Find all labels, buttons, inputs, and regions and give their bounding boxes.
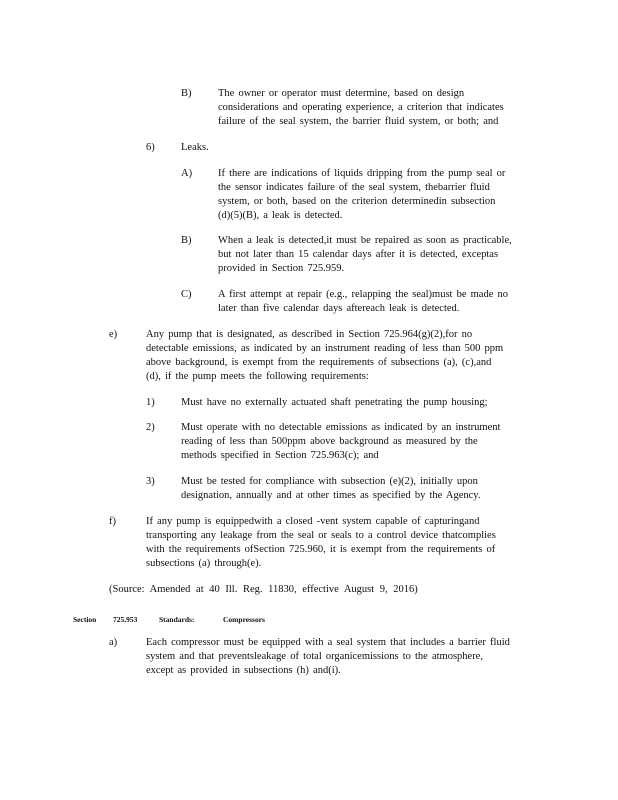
text-line: subsections (a) through(e). bbox=[146, 558, 262, 569]
text-line: If any pump is equippedwith a closed -vent system capable of capturingand bbox=[146, 516, 480, 527]
text-line: (d)(5)(B), a leak is detected. bbox=[218, 210, 343, 221]
item-label: f) bbox=[109, 516, 116, 527]
paragraph-text bbox=[218, 167, 528, 223]
item-label: 6) bbox=[146, 142, 155, 153]
text-line: system and that preventsleakage of total organicemissions to the atmosphere, bbox=[146, 651, 483, 662]
text-line: later than five calendar days aftereach leak is detected. bbox=[218, 303, 460, 314]
text-line: reading of less than 500ppm above background as measured by the bbox=[181, 436, 478, 447]
text-line: methods specified in Section 725.963(c); and bbox=[181, 450, 379, 461]
section-title: Standards: bbox=[159, 615, 195, 624]
text-line: detectable emissions, as indicated by an instrument reading of less than 500 ppm bbox=[146, 343, 504, 354]
paragraph-text bbox=[218, 288, 532, 316]
text-line: the sensor indicates failure of the seal system, thebarrier fluid bbox=[218, 182, 490, 193]
text-line: Must have no externally actuated shaft penetrating the pump housing; bbox=[181, 397, 488, 408]
text-line: except as provided in subsections (h) and(i). bbox=[146, 665, 341, 676]
text-line: (Source: Amended at 40 Ill. Reg. 11830, effective August 9, 2016) bbox=[109, 584, 418, 595]
paragraph-text bbox=[146, 328, 532, 384]
paragraph-text bbox=[181, 141, 261, 155]
item-label: A) bbox=[181, 168, 193, 179]
source-text bbox=[109, 583, 439, 597]
text-line: with the requirements ofSection 725.960, it is exempt from the requirements of bbox=[146, 544, 496, 555]
item-label: 2) bbox=[146, 422, 155, 433]
text-line: system, or both, based on the criterion determinedin subsection bbox=[218, 196, 496, 207]
text-line: When a leak is detected,it must be repaired as soon as practicable, bbox=[218, 235, 512, 246]
section-subject: Compressors bbox=[223, 615, 265, 624]
item-label: C) bbox=[181, 289, 192, 300]
paragraph-text bbox=[218, 234, 528, 276]
paragraph-text bbox=[181, 396, 521, 410]
text-line: Any pump that is designated, as described in Section 725.964(g)(2),for no bbox=[146, 329, 473, 340]
text-line: designation, annually and at other times as specified by the Agency. bbox=[181, 490, 481, 501]
paragraph-text bbox=[218, 87, 528, 129]
text-line: provided in Section 725.959. bbox=[218, 263, 345, 274]
item-label: a) bbox=[109, 637, 118, 648]
text-line: A first attempt at repair (e.g., relapping the seal)must be made no bbox=[218, 289, 508, 300]
section-number: 725.953 bbox=[113, 615, 138, 624]
text-line: Must operate with no detectable emissions as indicated by an instrument bbox=[181, 422, 501, 433]
text-line: Each compressor must be equipped with a seal system that includes a barrier fluid bbox=[146, 637, 510, 648]
paragraph-text bbox=[146, 636, 532, 678]
text-line: The owner or operator must determine, based on design bbox=[218, 88, 465, 99]
paragraph-text bbox=[181, 421, 527, 463]
item-label: 3) bbox=[146, 476, 155, 487]
text-line: above background, is exempt from the requirements of subsections (a), (c),and bbox=[146, 357, 492, 368]
text-line: Must be tested for compliance with subsection (e)(2), initially upon bbox=[181, 476, 478, 487]
paragraph-text bbox=[146, 515, 532, 571]
text-line: If there are indications of liquids dripping from the pump seal or bbox=[218, 168, 506, 179]
section-word: Section bbox=[73, 615, 97, 624]
item-label: B) bbox=[181, 235, 192, 246]
text-line: transporting any leakage from the seal or seals to a control device thatcomplies bbox=[146, 530, 496, 541]
text-line: but not later than 15 calendar days after it is detected, exceptas bbox=[218, 249, 499, 260]
text-line: considerations and operating experience, a criterion that indicates bbox=[218, 102, 504, 113]
item-label: B) bbox=[181, 88, 192, 99]
paragraph-text bbox=[181, 475, 521, 503]
text-line: failure of the seal system, the barrier fluid system, or both; and bbox=[218, 116, 499, 127]
item-label: e) bbox=[109, 329, 118, 340]
text-line: Leaks. bbox=[181, 142, 209, 153]
item-label: 1) bbox=[146, 397, 155, 408]
text-line: (d), if the pump meets the following requirements: bbox=[146, 371, 369, 382]
